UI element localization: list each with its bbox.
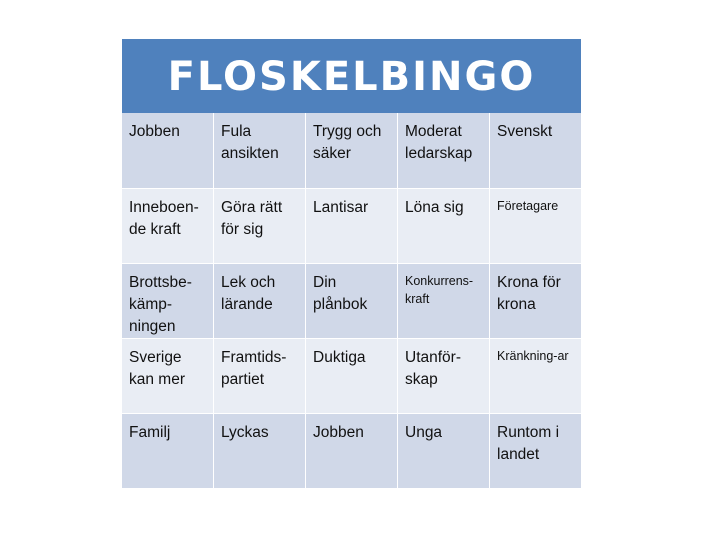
bingo-header bbox=[122, 39, 581, 113]
bingo-cell: Kränkning-ar bbox=[489, 338, 581, 413]
bingo-cell: Lek och lärande bbox=[213, 263, 305, 338]
bingo-cell: Duktiga bbox=[305, 338, 397, 413]
bingo-cell: Familj bbox=[122, 413, 213, 488]
bingo-cell: Runtom i landet bbox=[489, 413, 581, 488]
bingo-cell: Inneboen-de kraft bbox=[122, 188, 213, 263]
bingo-cell: Företagare bbox=[489, 188, 581, 263]
bingo-cell: Brottsbe-kämp-ningen bbox=[122, 263, 213, 338]
bingo-cell: Konkurrens-kraft bbox=[397, 263, 489, 338]
bingo-cell: Trygg och säker bbox=[305, 113, 397, 188]
bingo-cell: Lantisar bbox=[305, 188, 397, 263]
bingo-table bbox=[122, 39, 581, 488]
bingo-cell: Sverige kan mer bbox=[122, 338, 213, 413]
bingo-title: FLOSKELBINGO bbox=[167, 54, 536, 100]
bingo-cell: Moderat ledarskap bbox=[397, 113, 489, 188]
bingo-cell: Utanför-skap bbox=[397, 338, 489, 413]
bingo-cell: Framtids-partiet bbox=[213, 338, 305, 413]
bingo-cell: Unga bbox=[397, 413, 489, 488]
bingo-cell: Löna sig bbox=[397, 188, 489, 263]
bingo-cell: Jobben bbox=[305, 413, 397, 488]
bingo-cell: Svenskt bbox=[489, 113, 581, 188]
bingo-cell: Lyckas bbox=[213, 413, 305, 488]
bingo-cell: Din plånbok bbox=[305, 263, 397, 338]
bingo-cell: Fula ansikten bbox=[213, 113, 305, 188]
bingo-cell: Jobben bbox=[122, 113, 213, 188]
bingo-grid bbox=[122, 113, 581, 488]
bingo-cell: Göra rätt för sig bbox=[213, 188, 305, 263]
bingo-cell: Krona för krona bbox=[489, 263, 581, 338]
